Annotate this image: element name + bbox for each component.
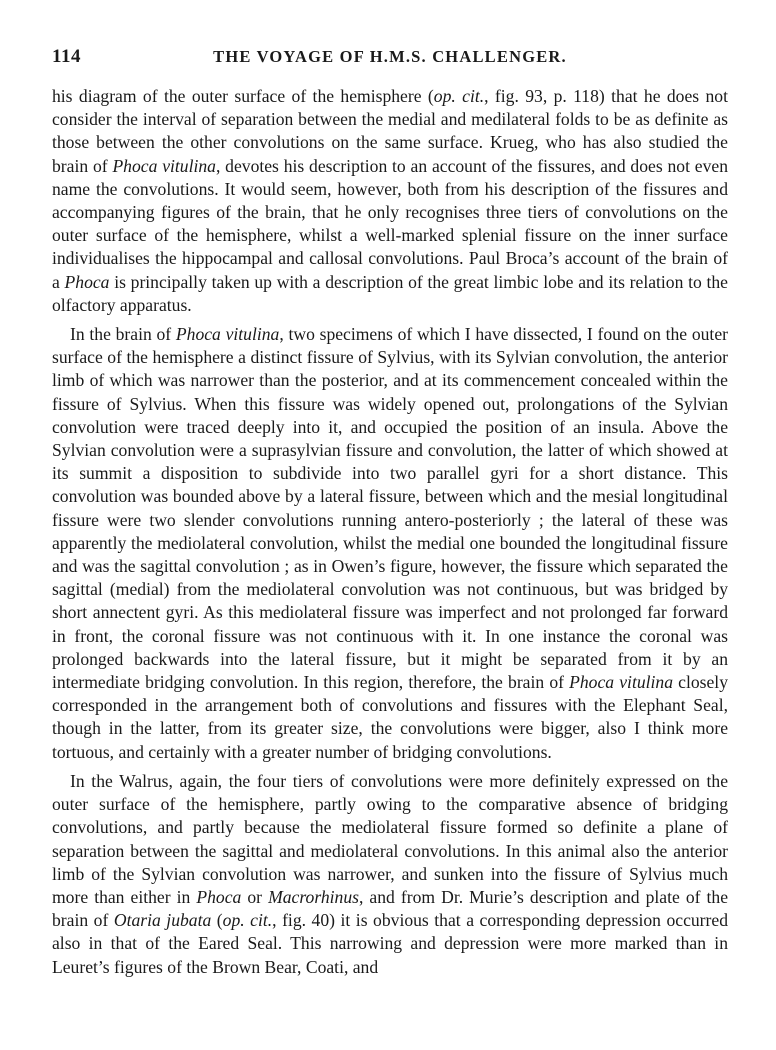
italic-run: op. cit.: [433, 86, 485, 106]
italic-run: Otaria jubata: [113, 910, 212, 931]
text-run: (: [211, 910, 223, 931]
paragraph-3: [52, 770, 728, 979]
running-title: THE VOYAGE OF H.M.S. CHALLENGER.: [213, 47, 567, 66]
text-run: , fig. 40) it is obvious that a corresponding depression occurred also in that of the Eared Seal. This narrowing and depression were more marked than in Leuret’s figures of the Brown Bear, Coati, and: [52, 910, 728, 977]
text-run: , two specimens of which I have dissected, I found on the outer surface of the hemisphere a distinct fissure of Sylvius, with its Sylvian convolution, the anterior limb of which was narrower than the posterior, and at its commencement concealed within the fissure of Sylvius. When this fissure was widely opened out, prolongations of the Sylvian convolution were traced deeply into it, and occupied the position of an insula. Above the Sylvian convolution were a suprasylvian fissure and convolution, the latter of which showed at its summit a disposition to subdivide into two parallel gyri for a short distance. This convolution was bounded above by a lateral fissure, between which and the mesial longitudinal fissure were two slender convolutions running antero-posteriorly ; the lateral of these was apparently the mediolateral convolution, whilst the medial one bounded the longitudinal fissure and was the sagittal convolution ; as in Owen’s figure, however, the fissure which separated the sagittal (medial) from the mediolateral convolution was not continuous, but was bridged by short annectent gyri. As this mediolateral fissure was imperfect and not prolonged far forward in front, the coronal fissure was not continuous with it. In one instance the coronal was prolonged backwards into the lateral fissure, but it might be separated from it by an intermediate bridging convolution. In this region, therefore, the brain of: [52, 324, 728, 693]
text-run: , fig. 93, p. 118) that he does not consider the interval of separation between the medial and medilateral folds to be as definite as those between the other convolutions on the same surface. Krueg, who has also studied the brain of: [52, 86, 728, 176]
italic-run: Phoca: [196, 886, 242, 907]
page-number: 114: [52, 46, 81, 67]
text-run: , and from Dr. Murie’s description and plate of the brain of: [52, 886, 729, 931]
paragraph-1: [52, 85, 728, 317]
italic-run: Phoca: [64, 271, 110, 292]
text-run: In the Walrus, again, the four tiers of convolutions were more definitely expressed on the outer surface of the hemisphere, partly owing to the comparative absence of bridging convolutions, and partly because the mediolateral fissure formed so definite a plane of separation between the sagittal and mediolateral convolutions. In this animal also the anterior limb of the Sylvian convolution was narrower, and sunken into the fissure of Sylvius much more than either in: [52, 770, 728, 907]
page-header: [52, 46, 728, 70]
italic-run: Phoca vitulina: [175, 324, 280, 345]
text-run: , devotes his description to an account of the fissures, and does not even name the convolutions. It would seem, however, both from his description of the fissures and accompanying figures of the brain, that he only recognises three tiers of convolutions on the outer surface of the hemisphere, whilst a well-marked splenial fissure on the inner surface individualises the hippocampal and callosal convolutions. Paul Broca’s account of the brain of a: [52, 155, 728, 292]
body-text: [52, 85, 728, 985]
italic-run: op. cit.: [222, 910, 273, 931]
paragraph-2: [52, 323, 728, 764]
text-run: closely corresponded in the arrangement both of convolutions and fissures with the Elephant Seal, though in the latter, from its greater size, the convolutions were bigger, also I think more tortuous, and certainly with a greater number of bridging convolutions.: [52, 672, 728, 762]
text-run: or: [241, 886, 269, 907]
text-run: is principally taken up with a description of the great limbic lobe and its relation to the olfactory apparatus.: [52, 271, 728, 315]
italic-run: Phoca vitulina: [569, 672, 673, 693]
italic-run: Macrorhinus: [268, 886, 359, 907]
text-run: his diagram of the outer surface of the hemisphere (: [52, 86, 434, 106]
text-run: In the brain of: [70, 324, 176, 345]
italic-run: Phoca vitulina: [112, 155, 216, 176]
